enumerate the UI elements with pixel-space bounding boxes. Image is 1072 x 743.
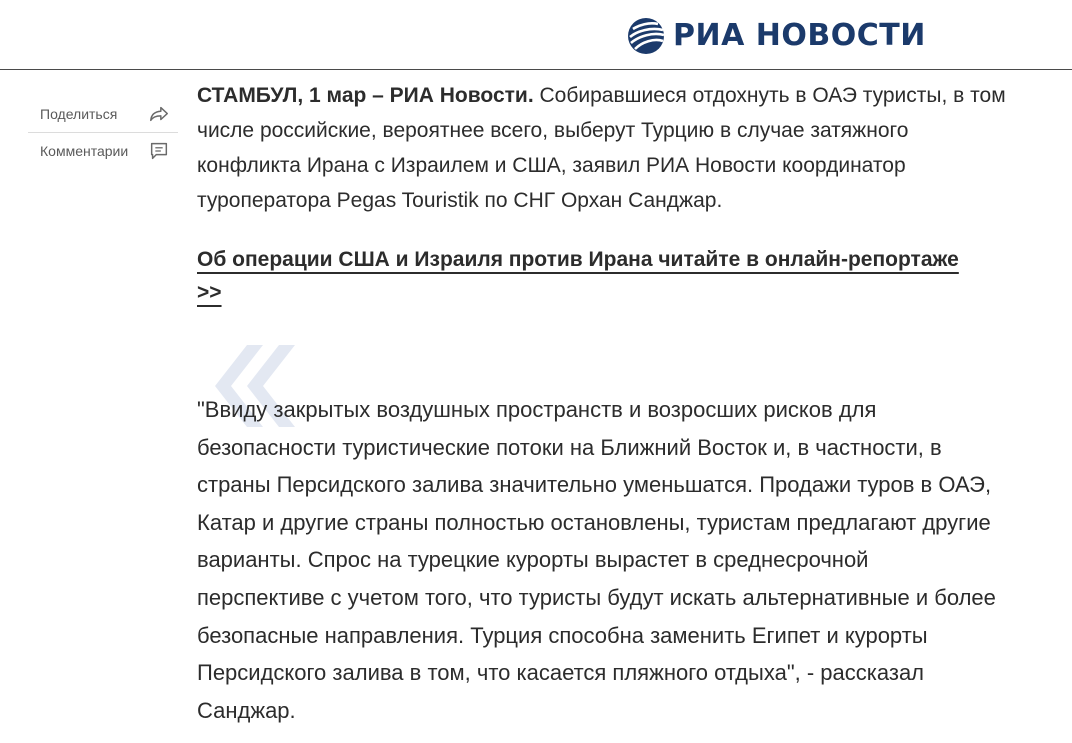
comments-label: Комментарии bbox=[40, 143, 129, 159]
comments-button[interactable] bbox=[28, 133, 178, 169]
article-body bbox=[197, 78, 1017, 729]
comment-bubble-icon bbox=[148, 140, 170, 162]
related-link-block bbox=[197, 243, 989, 309]
share-arrow-icon bbox=[148, 103, 170, 125]
related-report-link[interactable]: Об операции США и Израиля против Ирана читайте в онлайн-репортаже >> bbox=[197, 248, 959, 304]
article-actions bbox=[28, 96, 178, 169]
article-lead-text: Собиравшиеся отдохнуть в ОАЭ туристы, в том числе российские, вероятнее всего, выберут Турцию в случае затяжного конфликта Ирана с Израилем и США, заявил РИА Новости координатор туроператора Pegas Touristik по СНГ Орхан Санджар. bbox=[197, 84, 1006, 212]
article-quote bbox=[197, 361, 997, 729]
share-button[interactable] bbox=[28, 96, 178, 133]
logo-text: РИА НОВОСТИ bbox=[673, 18, 926, 53]
quote-text: "Ввиду закрытых воздушных пространств и возросших рисков для безопасности туристические потоки на Ближний Восток и, в частности, в страны Персидского залива значительно уменьшатся. Продажи туров в ОАЭ, Катар и другие страны полностью остановлены, туристам предлагают другие варианты. Спрос на турецкие курорты вырастет в среднесрочной перспективе с учетом того, что туристы будут искать альтернативные и более безопасные направления. Турция способна заменить Египет и курорты Персидского залива в том, что касается пляжного отдыха", - рассказал Санджар. bbox=[197, 397, 996, 723]
share-label: Поделиться bbox=[40, 106, 118, 122]
article-dateline: СТАМБУЛ, 1 мар – РИА Новости. bbox=[197, 84, 534, 107]
article-lead bbox=[197, 78, 1017, 218]
site-header bbox=[0, 0, 1072, 70]
site-logo[interactable] bbox=[627, 17, 926, 55]
ria-globe-logo-icon bbox=[627, 17, 665, 55]
